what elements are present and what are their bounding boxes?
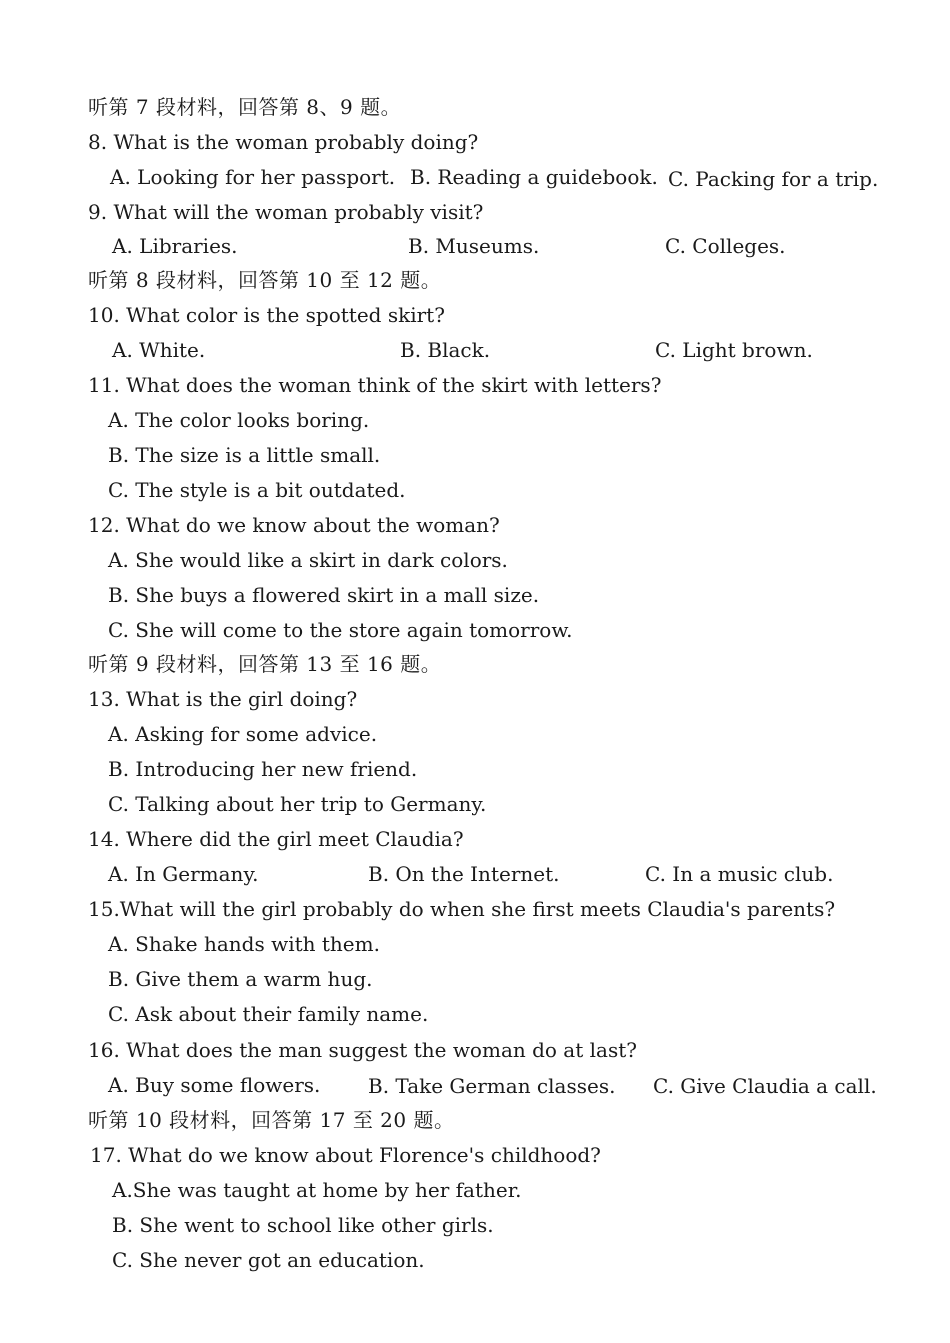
- option-c: C. In a music club.: [645, 862, 834, 886]
- option-b: B. Introducing her new friend.: [108, 757, 418, 781]
- option-c: C. She never got an education.: [112, 1248, 425, 1272]
- question-9: 9. What will the woman probably visit?: [88, 200, 484, 224]
- option-b: B. On the Internet.: [368, 862, 560, 886]
- option-a: A. In Germany.: [108, 862, 259, 886]
- section-heading: 听第 10 段材料，回答第 17 至 20 题。: [88, 1108, 455, 1132]
- option-c: C. She will come to the store again tomorrow.: [108, 618, 573, 642]
- option-b: B. Take German classes.: [368, 1074, 616, 1098]
- option-c: C. Give Claudia a call.: [653, 1074, 877, 1098]
- option-a: A. Buy some flowers.: [108, 1073, 321, 1097]
- option-b: B. Museums.: [408, 234, 540, 258]
- question-10: 10. What color is the spotted skirt?: [88, 303, 445, 327]
- question-16: 16. What does the man suggest the woman do at last?: [88, 1038, 637, 1062]
- section-heading: 听第 7 段材料，回答第 8、9 题。: [88, 95, 402, 119]
- option-c: C. Ask about their family name.: [108, 1002, 429, 1026]
- option-a: A.She was taught at home by her father.: [112, 1178, 522, 1202]
- option-a: A. Libraries.: [112, 234, 238, 258]
- option-b: B. Give them a warm hug.: [108, 967, 373, 991]
- option-a: A. Shake hands with them.: [108, 932, 380, 956]
- option-b: B. The size is a little small.: [108, 443, 381, 467]
- option-a: A. The color looks boring.: [108, 408, 370, 432]
- option-b: B. She went to school like other girls.: [112, 1213, 494, 1237]
- question-8: 8. What is the woman probably doing?: [88, 130, 479, 154]
- question-11: 11. What does the woman think of the skirt with letters?: [88, 373, 662, 397]
- option-c: C. Light brown.: [655, 338, 813, 362]
- option-a: A. Asking for some advice.: [108, 722, 378, 746]
- question-13: 13. What is the girl doing?: [88, 687, 358, 711]
- section-heading: 听第 8 段材料，回答第 10 至 12 题。: [88, 268, 442, 292]
- option-a: A. She would like a skirt in dark colors.: [108, 548, 508, 572]
- option-a: A. Looking for her passport.: [110, 165, 396, 189]
- section-heading: 听第 9 段材料，回答第 13 至 16 题。: [88, 652, 442, 676]
- option-c: C. Packing for a trip.: [668, 167, 879, 191]
- option-b: B. Reading a guidebook.: [410, 165, 658, 189]
- question-15: 15.What will the girl probably do when she first meets Claudia's parents?: [88, 897, 836, 921]
- option-c: C. Colleges.: [665, 234, 786, 258]
- option-b: B. She buys a flowered skirt in a mall size.: [108, 583, 540, 607]
- question-14: 14. Where did the girl meet Claudia?: [88, 827, 464, 851]
- question-12: 12. What do we know about the woman?: [88, 513, 500, 537]
- option-c: C. The style is a bit outdated.: [108, 478, 406, 502]
- option-c: C. Talking about her trip to Germany.: [108, 792, 487, 816]
- question-17: 17. What do we know about Florence's childhood?: [90, 1143, 601, 1167]
- option-a: A. White.: [112, 338, 206, 362]
- option-b: B. Black.: [400, 338, 491, 362]
